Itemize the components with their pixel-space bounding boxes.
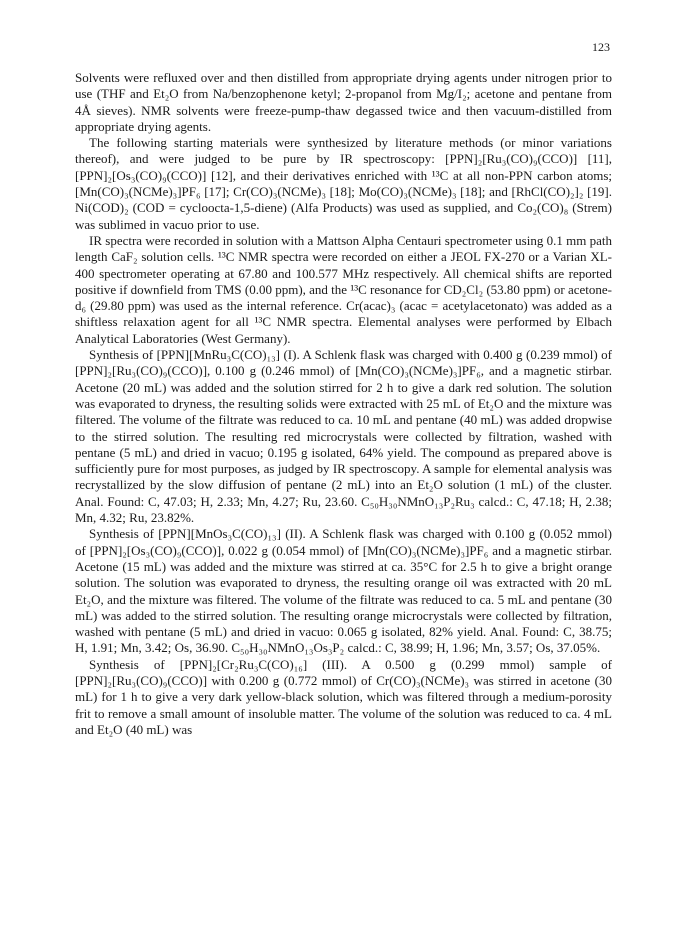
page-number: 123 bbox=[592, 40, 610, 54]
paragraph-starting-materials: The following starting materials were synthesized by literature methods (or minor variations thereof), and were judged to be pure by IR spectroscopy: [PPN]₂[Ru₃(CO)₉(CCO)] [11], [PPN]₂[Os₃(CO)₉(CCO)] [12], and their derivatives enriched with ¹³C at all non-PPN carbon atoms; [Mn(CO)₃(NCMe)₃]PF₆ [17]; Cr(CO)₃(NCMe)₃ [18]; Mo(CO)₃(NCMe)₃ [18]; and [RhCl(CO)₂]₂ [19]. Ni(COD)₂ (COD = cycloocta-1,5-diene) (Alfa Products) was used as supplied, and Co₂(CO)₈ (Strem) was sublimed in vacuo prior to use. bbox=[75, 135, 612, 232]
paragraph-solvents: Solvents were refluxed over and then distilled from appropriate drying agents under nitrogen prior to use (THF and Et₂O from Na/benzophenone ketyl; 2-propanol from Mg/I₂; acetone and pentane from 4Å sieves). NMR solvents were freeze-pump-thaw degassed twice and then vacuum-distilled from appropriate drying agents. bbox=[75, 70, 612, 134]
paragraph-synthesis-iii: Synthesis of [PPN]₂[Cr₂Ru₃C(CO)₁₆] (III). A 0.500 g (0.299 mmol) sample of [PPN]₂[Ru₃(CO)₉(CCO)] with 0.200 g (0.772 mmol) of Cr(CO)₃(NCMe)₃ was stirred in acetone (30 mL) for 1 h to give a very dark yellow-black solution, which was filtered through a medium-porosity frit to remove a small amount of insoluble matter. The volume of the solution was reduced to ca. 4 mL and Et₂O (40 mL) was bbox=[75, 656, 612, 737]
paragraph-synthesis-i: Synthesis of [PPN][MnRu₃C(CO)₁₃] (I). A Schlenk flask was charged with 0.400 g (0.239 mmol) of [PPN]₂[Ru₃(CO)₉(CCO)], 0.100 g (0.246 mmol) of [Mn(CO)₃(NCMe)₃]PF₆, and a magnetic stirbar. Acetone (20 mL) was added and the solution stirred for 2 h to give a dark red solution. The solution was evaporated to dryness, the resulting solids were extracted with 25 mL of Et₂O and the mixture was filtered. The volume of the filtrate was reduced to ca. 10 mL and pentane (40 mL) was added dropwise to the stirred solution. The resulting red microcrystals were collected by filtration, washed with pentane (5 mL) and dried in vacuo; 0.195 g isolated, 64% yield. The compound as prepared above is sufficiently pure for most purposes, as judged by IR spectroscopy. A sample for elemental analysis was recrystallized by the slow diffusion of pentane (2 mL) into an Et₂O solution (1 mL) of the cluster. Anal. Found: C, 47.03; H, 2.33; Mn, 4.27; Ru, 23.60. C₅₀H₃₀NMnO₁₃P₂Ru₃ calcd.: C, 47.18; H, 2.38; Mn, 4.32; Ru, 23.82%. bbox=[75, 347, 612, 526]
paragraph-spectroscopy: IR spectra were recorded in solution with a Mattson Alpha Centauri spectrometer using 0.1 mm path length CaF₂ solution cells. ¹³C NMR spectra were recorded on either a JEOL FX-270 or a Varian XL-400 spectrometer operating at 67.80 and 100.577 MHz respectively. All chemical shifts are reported positive if downfield from TMS (0.00 ppm), and the ¹³C resonance for CD₂Cl₂ (53.80 ppm) or acetone-d₆ (29.80 ppm) was used as the internal reference. Cr(acac)₃ (acac = acetylacetonato) was added as a shiftless relaxation agent for all ¹³C NMR spectra. Elemental analyses were performed by Elbach Analytical Laboratories (West Germany). bbox=[75, 232, 612, 346]
paragraph-synthesis-ii: Synthesis of [PPN][MnOs₃C(CO)₁₃] (II). A Schlenk flask was charged with 0.100 g (0.052 mmol) of [PPN]₂[Os₃(CO)₉(CCO)], 0.022 g (0.054 mmol) of [Mn(CO)₃(NCMe)₃]PF₆ and a magnetic stirbar. Acetone (15 mL) was added and the mixture was stirred at ca. 35°C for 2.5 h to give a bright orange solution. The solution was evaporated to dryness, the resulting orange oil was extracted with 20 mL Et₂O, and the mixture was filtered. The volume of the filtrate was reduced to ca. 5 mL and pentane (30 mL) was added to the stirred solution. The resulting orange microcrystals were collected by filtration, washed with pentane (5 mL) and dried in vacuo: 0.065 g isolated, 82% yield. Anal. Found: C, 38.75; H, 1.91; Mn, 3.42; Os, 36.90. C₅₀H₃₀NMnO₁₃Os₃P₂ calcd.: C, 38.99; H, 1.96; Mn, 3.57; Os, 37.05%. bbox=[75, 526, 612, 656]
article-body bbox=[75, 70, 612, 738]
